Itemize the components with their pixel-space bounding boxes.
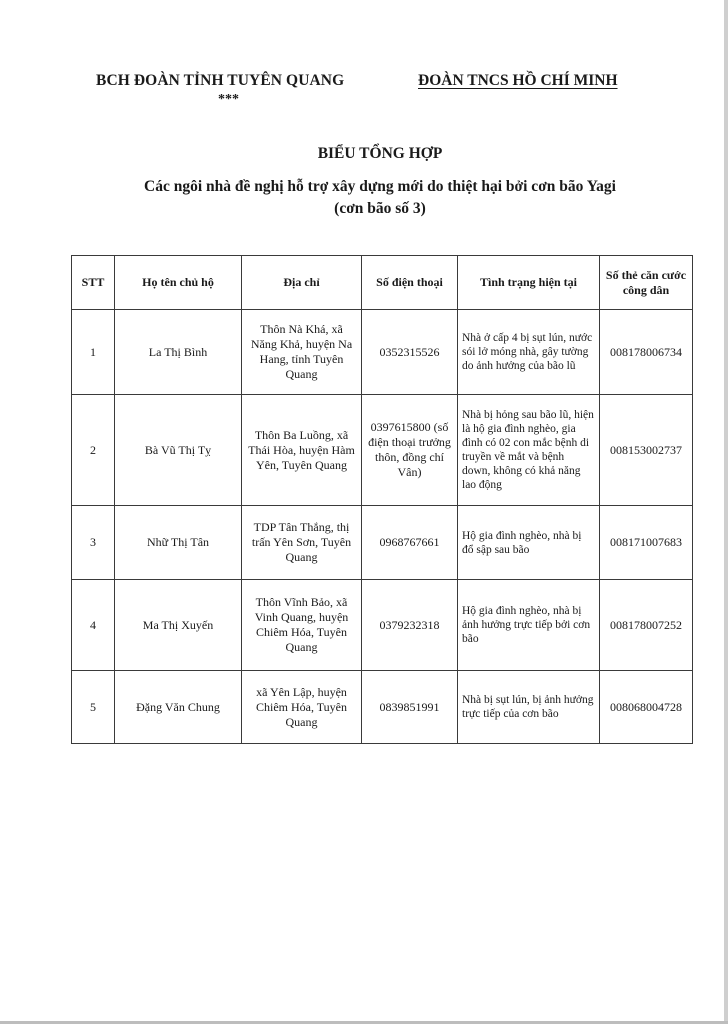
cell-condition: Hộ gia đình nghèo, nhà bị đổ sập sau bão (458, 506, 600, 580)
table-row (72, 506, 693, 580)
cell-phone: 0968767661 (362, 506, 458, 580)
cell-owner-name: Ma Thị Xuyến (115, 580, 242, 671)
table-header-row (72, 256, 693, 310)
table-row (72, 310, 693, 395)
cell-phone: 0397615800 (số điện thoại trưởng thôn, đồng chí Vân) (362, 395, 458, 506)
cell-address: TDP Tân Thắng, thị trấn Yên Sơn, Tuyên Quang (242, 506, 362, 580)
cell-address: Thôn Vĩnh Bảo, xã Vinh Quang, huyện Chiêm Hóa, Tuyên Quang (242, 580, 362, 671)
header-owner-name: Họ tên chủ hộ (115, 256, 242, 310)
header-condition: Tình trạng hiện tại (458, 256, 600, 310)
table-row (72, 671, 693, 744)
org-left-mark: *** (218, 92, 239, 107)
cell-stt: 4 (72, 580, 115, 671)
cell-condition: Nhà ở cấp 4 bị sụt lún, nước sói lở móng nhà, gây tường do ảnh hưởng của bão lũ (458, 310, 600, 395)
cell-phone: 0352315526 (362, 310, 458, 395)
cell-stt: 3 (72, 506, 115, 580)
header-address: Địa chỉ (242, 256, 362, 310)
table-row (72, 580, 693, 671)
document-title: BIỂU TỔNG HỢP (317, 145, 443, 162)
document-subtitle (0, 176, 728, 220)
cell-stt: 2 (72, 395, 115, 506)
cell-address: Thôn Nà Khá, xã Năng Khả, huyện Na Hang, tỉnh Tuyên Quang (242, 310, 362, 395)
table-row (72, 395, 693, 506)
cell-id-number: 008178006734 (600, 310, 693, 395)
cell-owner-name: Đặng Văn Chung (115, 671, 242, 744)
cell-phone: 0839851991 (362, 671, 458, 744)
header-phone: Số điện thoại (362, 256, 458, 310)
issuing-org-right: ĐOÀN TNCS HỒ CHÍ MINH (418, 72, 618, 89)
cell-id-number: 008153002737 (600, 395, 693, 506)
cell-condition: Nhà bị sụt lún, bị ảnh hưởng trực tiếp của cơn bão (458, 671, 600, 744)
cell-id-number: 008178007252 (600, 580, 693, 671)
cell-owner-name: Nhữ Thị Tân (115, 506, 242, 580)
cell-stt: 5 (72, 671, 115, 744)
cell-id-number: 008171007683 (600, 506, 693, 580)
issuing-org-left: BCH ĐOÀN TỈNH TUYÊN QUANG (96, 72, 345, 89)
cell-owner-name: Bà Vũ Thị Tỵ (115, 395, 242, 506)
cell-condition: Hộ gia đình nghèo, nhà bị ảnh hưởng trực tiếp bởi cơn bão (458, 580, 600, 671)
page-edge-right (724, 0, 728, 1024)
cell-condition: Nhà bị hỏng sau bão lũ, hiện là hộ gia đình nghèo, gia đình có 02 con mắc bệnh di truyền về mắt và bệnh down, không có khả năng lao động (458, 395, 600, 506)
subtitle-line-1: Các ngôi nhà đề nghị hỗ trợ xây dựng mới do thiệt hại bởi cơn bão Yagi (144, 178, 616, 195)
summary-table (71, 255, 693, 744)
header-stt: STT (72, 256, 115, 310)
cell-address: xã Yên Lập, huyện Chiêm Hóa, Tuyên Quang (242, 671, 362, 744)
header-id-number: Số thẻ căn cước công dân (600, 256, 693, 310)
cell-owner-name: La Thị Bình (115, 310, 242, 395)
cell-address: Thôn Ba Luồng, xã Thái Hòa, huyện Hàm Yên, Tuyên Quang (242, 395, 362, 506)
cell-stt: 1 (72, 310, 115, 395)
cell-phone: 0379232318 (362, 580, 458, 671)
subtitle-line-2: (cơn bão số 3) (334, 200, 426, 217)
cell-id-number: 008068004728 (600, 671, 693, 744)
